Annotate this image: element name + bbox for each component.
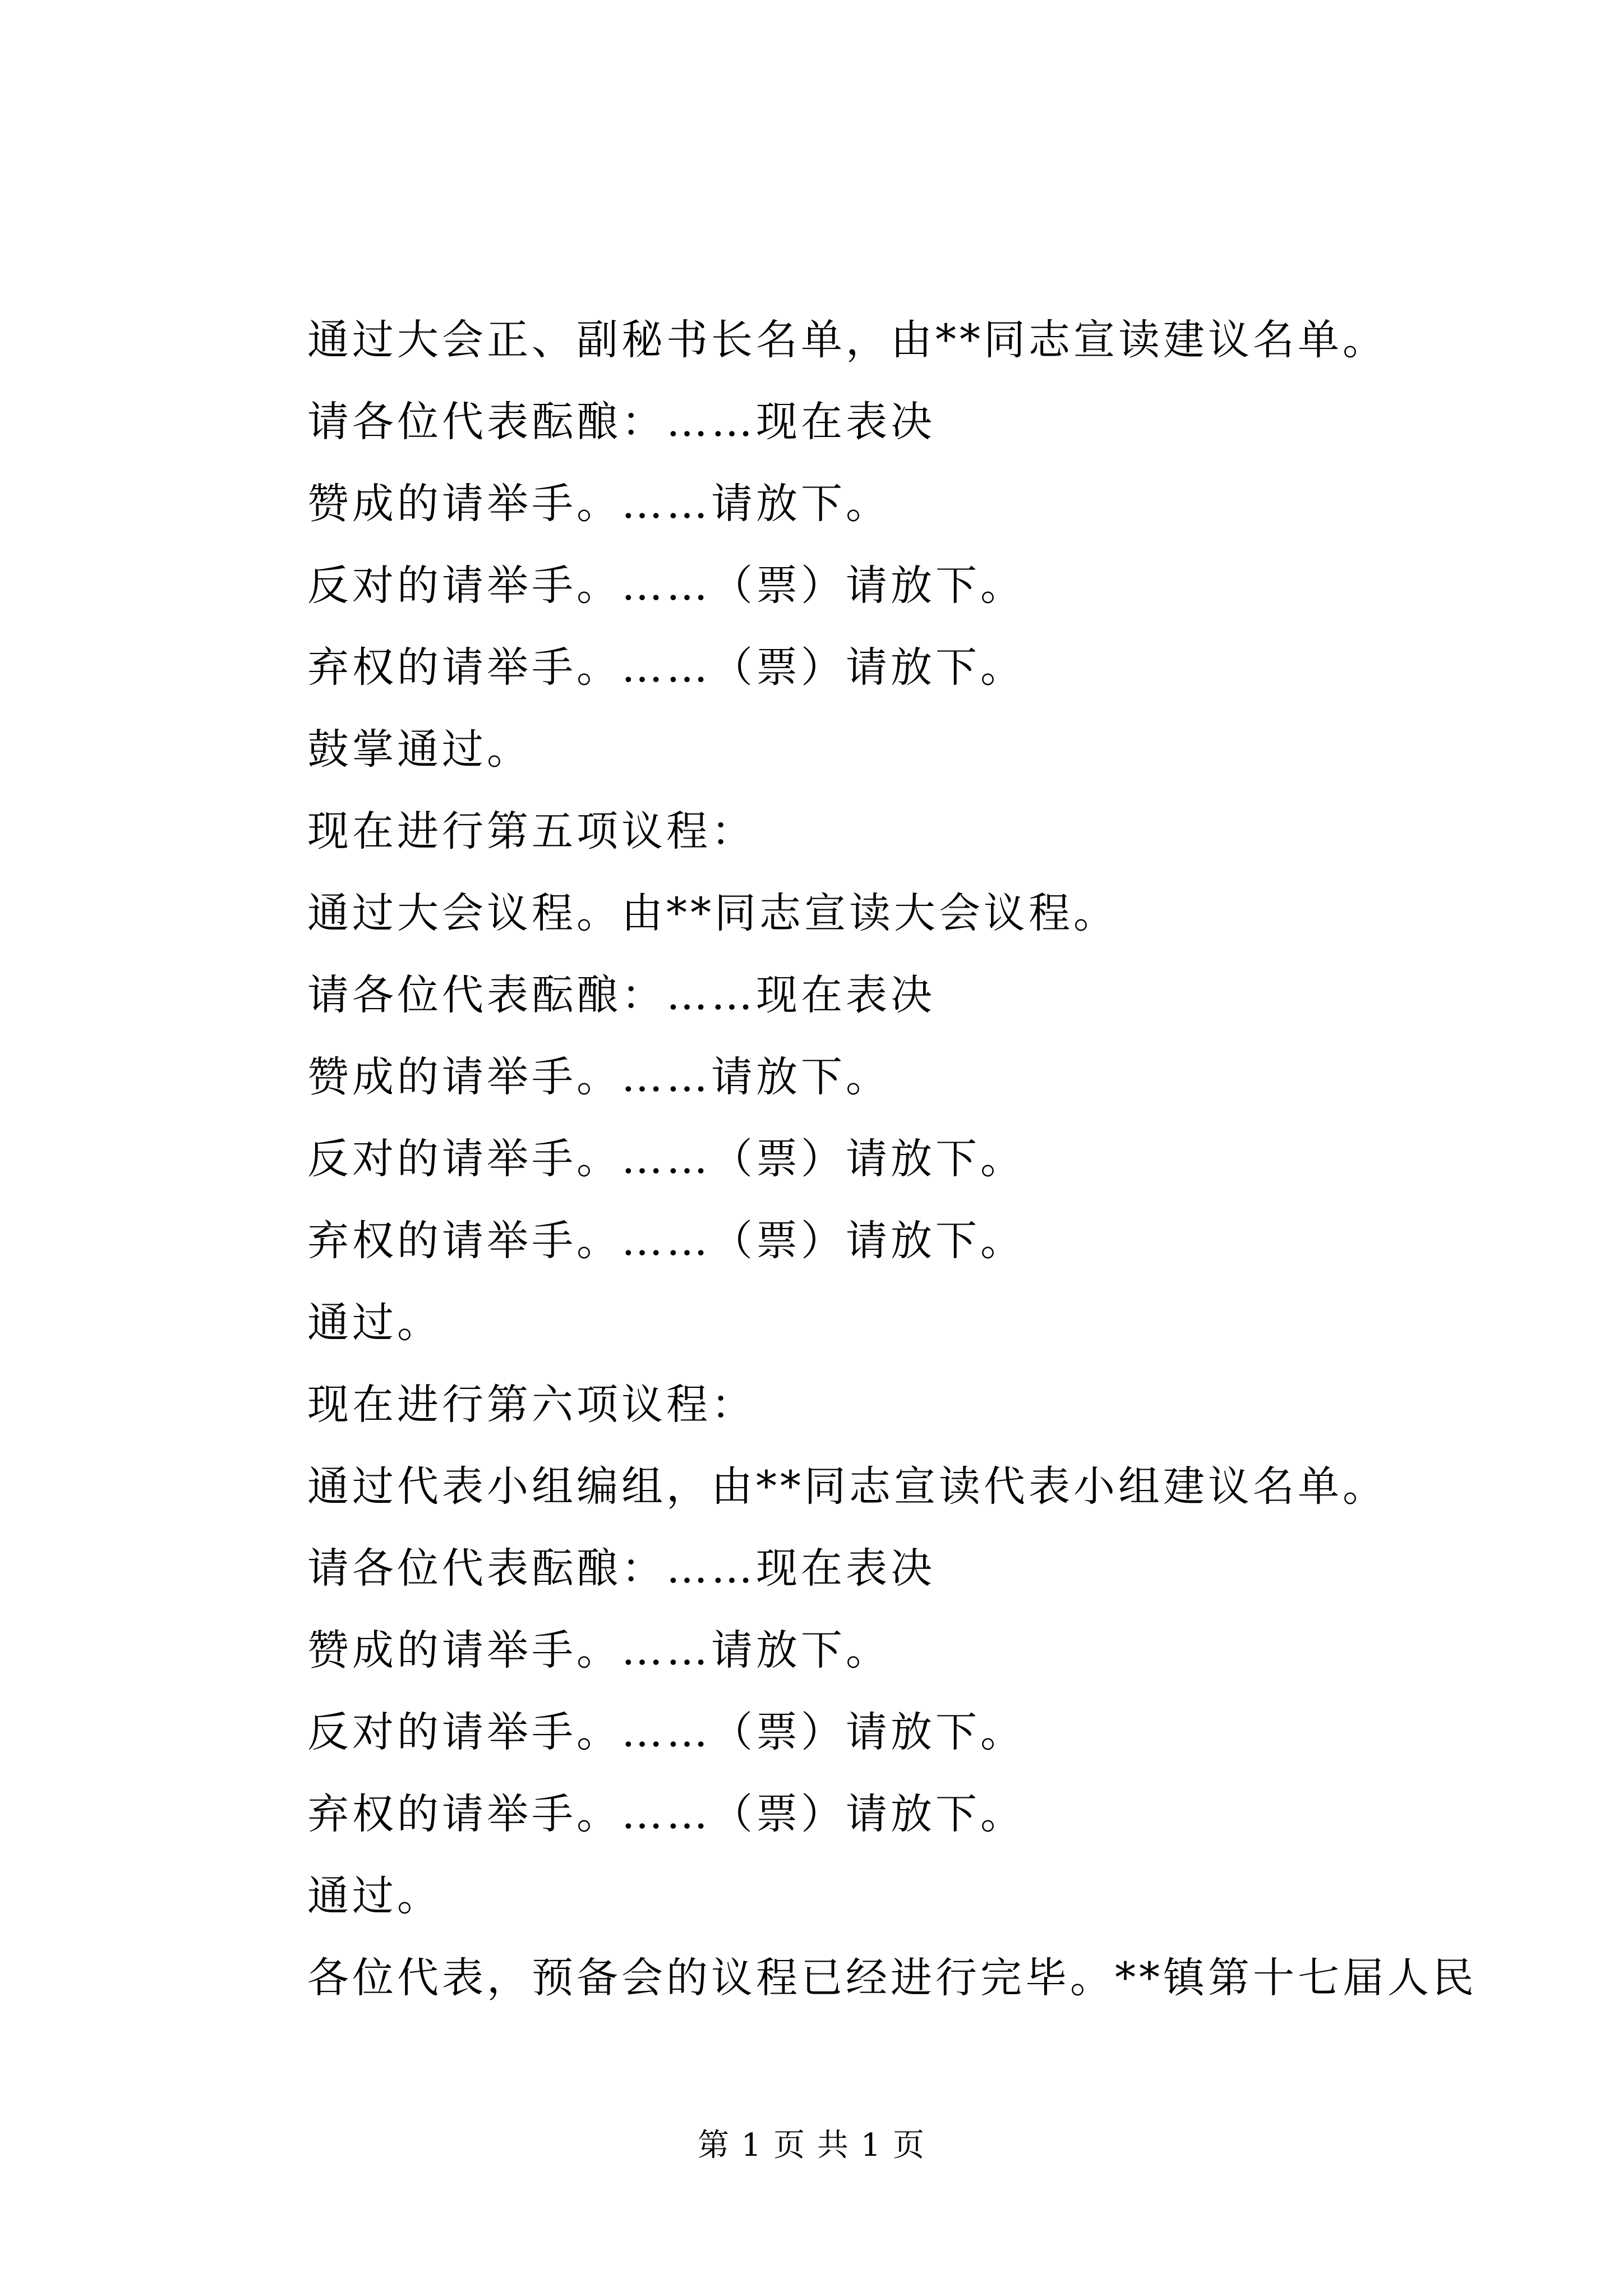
document-body bbox=[307, 299, 1485, 2019]
paragraph-line: 弃权的请举手。……（票）请放下。 bbox=[307, 1790, 1025, 1838]
paragraph-line: 弃权的请举手。……（票）请放下。 bbox=[307, 643, 1025, 692]
paragraph-line: 现在进行第五项议程： bbox=[307, 807, 756, 855]
paragraph-line: 通过代表小组编组，由**同志宣读代表小组建议名单。 bbox=[307, 1462, 1387, 1511]
paragraph-line: 赞成的请举手。……请放下。 bbox=[307, 480, 891, 528]
paragraph-line: 反对的请举手。……（票）请放下。 bbox=[307, 1135, 1025, 1183]
paragraph-line: 弃权的请举手。……（票）请放下。 bbox=[307, 1217, 1025, 1265]
paragraph-line: 通过。 bbox=[307, 1872, 442, 1920]
paragraph-line: 请各位代表酝酿：……现在表决 bbox=[307, 398, 935, 446]
paragraph-line: 赞成的请举手。……请放下。 bbox=[307, 1626, 891, 1674]
paragraph-line: 反对的请举手。……（票）请放下。 bbox=[307, 1708, 1025, 1756]
page-number-footer: 第 1 页 共 1 页 bbox=[697, 2127, 926, 2164]
paragraph-line: 反对的请举手。……（票）请放下。 bbox=[307, 562, 1025, 610]
paragraph-line: 通过大会议程。由**同志宣读大会议程。 bbox=[307, 889, 1118, 937]
paragraph-line: 现在进行第六项议程： bbox=[307, 1381, 756, 1429]
paragraph-line: 通过大会正、副秘书长名单，由**同志宣读建议名单。 bbox=[307, 316, 1387, 364]
paragraph-line: 各位代表，预备会的议程已经进行完毕。**镇第十七届人民 bbox=[307, 1954, 1477, 2002]
paragraph-line: 鼓掌通过。 bbox=[307, 725, 532, 774]
paragraph-line: 请各位代表酝酿：……现在表决 bbox=[307, 971, 935, 1019]
paragraph-line: 赞成的请举手。……请放下。 bbox=[307, 1053, 891, 1101]
paragraph-line: 通过。 bbox=[307, 1299, 442, 1347]
paragraph-line: 请各位代表酝酿：……现在表决 bbox=[307, 1544, 935, 1593]
